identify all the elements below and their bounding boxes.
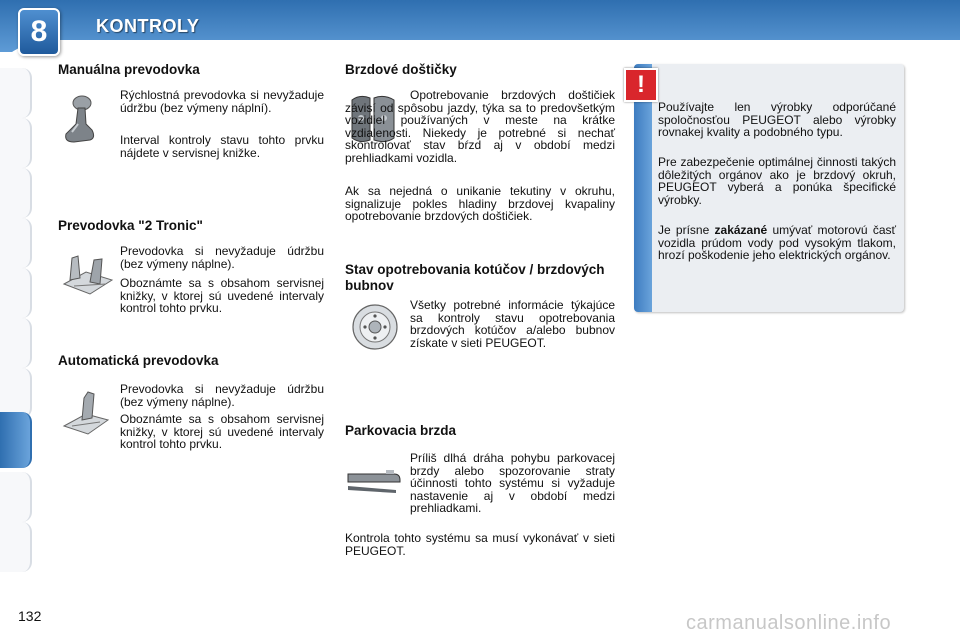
manual-gearbox-heading: Manuálna prevodovka — [58, 62, 200, 77]
chapter-number-badge: 8 — [18, 8, 60, 56]
warning-text-1: Používajte len výrobky odporúčané spoločnosťou PEUGEOT alebo výrobky rovnakej kvality a podobného typu. — [658, 100, 896, 140]
parking-brake-text-1: Príliš dlhá dráha pohybu parkovacej brzdy alebo spozorovanie straty účinnosti tohto systému si vyžaduje nastavenie aj v období medzi prehliadkami. — [410, 451, 615, 516]
page-number: 132 — [18, 608, 42, 624]
warning-exclamation-icon: ! — [624, 68, 658, 102]
manual-gear-shifter-icon — [60, 94, 100, 146]
automatic-gearbox-text-2: Oboznámte sa s obsahom servisnej knižky, v ktorej sú uvedené intervaly kontrol tohto prvku. — [120, 412, 324, 452]
warning-text-3-start: Je prísne — [658, 223, 715, 237]
chapter-tab[interactable] — [0, 318, 32, 368]
parking-brake-lever-icon — [346, 460, 402, 496]
brake-pads-heading: Brzdové doštičky — [345, 62, 457, 77]
automatic-gearbox-text-1: Prevodovka si nevyžaduje údržbu (bez výmeny náplne). — [120, 382, 324, 409]
warning-text-3 — [658, 224, 896, 262]
chapter-tab[interactable] — [0, 522, 32, 572]
chapter-tabs — [0, 60, 34, 580]
manual-gearbox-text-1: Rýchlostná prevodovka si nevyžaduje údržbu (bez výmeny náplní). — [120, 88, 324, 115]
2tronic-gear-selector-icon — [60, 250, 116, 298]
brake-disc-text-1: Všetky potrebné informácie týkajúce sa kontroly stavu opotrebovania brzdových kotúčov a/alebo bubnov získate v sieti PEUGEOT. — [410, 298, 615, 350]
chapter-tab[interactable] — [0, 68, 32, 118]
chapter-tab[interactable] — [0, 218, 32, 268]
brake-disc-heading: Stav opotrebovania kotúčov / brzdových bubnov — [345, 262, 605, 293]
watermark: carmanualsonline.info — [686, 612, 892, 634]
chapter-tab-active[interactable] — [0, 412, 32, 468]
brake-disc-icon — [350, 302, 400, 352]
2tronic-gearbox-text-1: Prevodovka si nevyžaduje údržbu (bez výmeny náplne). — [120, 244, 324, 271]
automatic-gear-selector-icon — [62, 388, 110, 436]
warning-forbidden-word: zakázané — [714, 223, 768, 237]
2tronic-gearbox-text-2: Oboznámte sa s obsahom servisnej knižky, v ktorej sú uvedené intervaly kontrol tohto prvku. — [120, 276, 324, 316]
warning-text-3-end: umývať motorovú časť vozidla prúdom vody pod vysokým tlakom, hrozí poškodenie jeho elektrických orgánov. — [658, 223, 896, 263]
chapter-tab[interactable] — [0, 118, 32, 168]
automatic-gearbox-heading: Automatická prevodovka — [58, 353, 219, 368]
parking-brake-text-2: Kontrola tohto systému sa musí vykonávať v sieti PEUGEOT. — [345, 531, 615, 558]
brake-pads-text-1: Opotrebovanie brzdových doštičiek závisí od spôsobu jazdy, týka sa to predovšetkým vozidiel používaných v meste na krátke vzdialenosti. Niekedy je potrebné si nechať skontrolovať stav bŕzd aj v období medzi prehliadkami vozidla. — [345, 88, 615, 165]
chapter-title: KONTROLY — [96, 16, 200, 36]
brake-pads-text-2: Ak sa nejedná o unikanie tekutiny v okruhu, signalizuje pokles hladiny brzdovej kvapaliny opotrebovanie brzdových doštičiek. — [345, 184, 615, 224]
chapter-tab[interactable] — [0, 472, 32, 522]
parking-brake-heading: Parkovacia brzda — [345, 423, 457, 438]
2tronic-gearbox-heading: Prevodovka "2 Tronic" — [58, 218, 203, 233]
chapter-tab[interactable] — [0, 268, 32, 318]
warning-text-2: Pre zabezpečenie optimálnej činnosti takých dôležitých orgánov ako je brzdový okruh, PEUGEOT vyberá a ponúka špecifické výrobky. — [658, 155, 896, 207]
chapter-tab[interactable] — [0, 368, 32, 418]
chapter-tab[interactable] — [0, 168, 32, 218]
manual-gearbox-text-2: Interval kontroly stavu tohto prvku nájdete v servisnej knižke. — [120, 133, 324, 160]
